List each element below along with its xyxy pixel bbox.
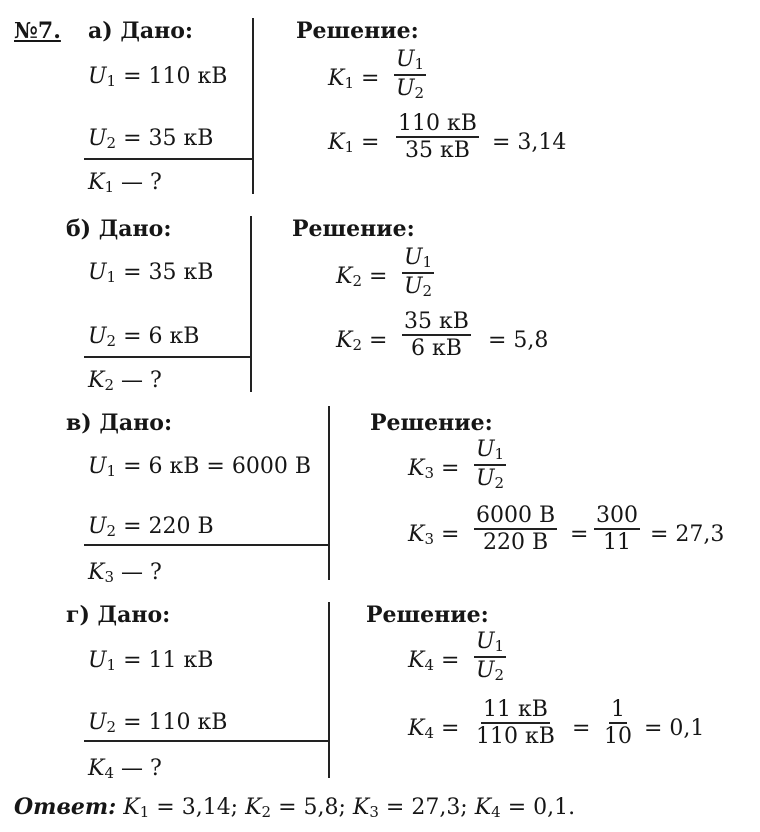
section-b-label: б) Дано:: [66, 216, 172, 242]
section-c-find: $K_3$ — ?: [88, 560, 162, 586]
section-c-hrule: [84, 544, 330, 546]
section-b-calc-fraction: 35 кВ 6 кВ: [404, 309, 469, 362]
section-c-given-1: $U_1 = 6$ кВ = 6000 В: [88, 454, 311, 480]
section-a-calc-lhs: $K_1$ =: [328, 130, 380, 156]
section-a-solution-label: Решение:: [296, 18, 419, 44]
section-a-result: = 3,14: [492, 130, 567, 155]
section-c-equals: =: [570, 522, 589, 547]
section-d-hrule: [84, 740, 330, 742]
section-d-solution-label: Решение:: [366, 602, 489, 628]
answer-part-1: $K_1 = 3,14$;: [123, 795, 239, 821]
answer-part-2: $K_2 = 5,8$;: [245, 795, 346, 821]
section-b-formula-lhs: $K_2$ =: [336, 264, 388, 290]
section-a-vrule: [252, 18, 254, 194]
section-c-formula-lhs: $K_3$ =: [408, 456, 460, 482]
section-b-result: = 5,8: [488, 328, 549, 353]
section-c-label: в) Дано:: [66, 410, 173, 436]
section-b-given-1: $U_1 = 35$ кВ: [88, 260, 214, 286]
problem-number: №7.: [14, 18, 61, 44]
section-b-hrule: [84, 356, 252, 358]
section-a-given-2: $U_2 = 35$ кВ: [88, 126, 214, 152]
section-c-calc-fraction: 6000 В 220 В: [476, 503, 556, 556]
section-c-calc-lhs: $K_3$ =: [408, 522, 460, 548]
section-b-find: $K_2$ — ?: [88, 368, 162, 394]
section-b-formula-fraction: $\frac{U_1}{U_2}$: [404, 245, 433, 300]
section-c-formula-fraction: $\frac{U_1}{U_2}$: [476, 437, 505, 492]
answer-label: Ответ:: [14, 794, 117, 820]
section-a-formula-lhs: $K_1$ =: [328, 66, 380, 92]
section-c-result: = 27,3: [650, 522, 725, 547]
section-d-given-1: $U_1 = 11$ кВ: [88, 648, 214, 674]
section-d-calc-lhs: $K_4$ =: [408, 716, 460, 742]
section-b-given-2: $U_2 = 6$ кВ: [88, 324, 200, 350]
section-c-mid-fraction: $\frac{300}{11}$: [596, 503, 638, 556]
section-d-find: $K_4$ — ?: [88, 756, 162, 782]
answer-part-3: $K_3 = 27,3$;: [352, 795, 468, 821]
section-d-formula-fraction: $\frac{U_1}{U_2}$: [476, 629, 505, 684]
section-a-calc-fraction: 110 кВ 35 кВ: [398, 111, 477, 164]
answer-part-4: $K_4 = 0,1$.: [474, 795, 576, 821]
section-d-equals: =: [572, 716, 591, 741]
section-a-find: $K_1$ — ?: [88, 170, 162, 196]
section-d-result: = 0,1: [644, 716, 705, 741]
section-c-solution-label: Решение:: [370, 410, 493, 436]
section-b-calc-lhs: $K_2$ =: [336, 328, 388, 354]
section-d-vrule: [328, 602, 330, 778]
section-d-mid-fraction: $\frac{1}{10}$: [604, 697, 632, 750]
section-d-given-2: $U_2 = 110$ кВ: [88, 710, 228, 736]
section-b-solution-label: Решение:: [292, 216, 415, 242]
section-d-calc-fraction: 11 кВ 110 кВ: [476, 697, 555, 750]
section-c-given-2: $U_2 = 220$ В: [88, 514, 214, 540]
section-d-label: г) Дано:: [66, 602, 171, 628]
section-a-given-1: $U_1 = 110$ кВ: [88, 64, 228, 90]
section-a-formula-fraction: $\frac{U_1}{U_2}$: [396, 47, 425, 102]
answer-line: [14, 794, 575, 821]
section-a-label: а) Дано:: [88, 18, 194, 44]
section-d-formula-lhs: $K_4$ =: [408, 648, 460, 674]
section-b-vrule: [250, 216, 252, 392]
section-a-hrule: [84, 158, 254, 160]
section-c-vrule: [328, 406, 330, 580]
